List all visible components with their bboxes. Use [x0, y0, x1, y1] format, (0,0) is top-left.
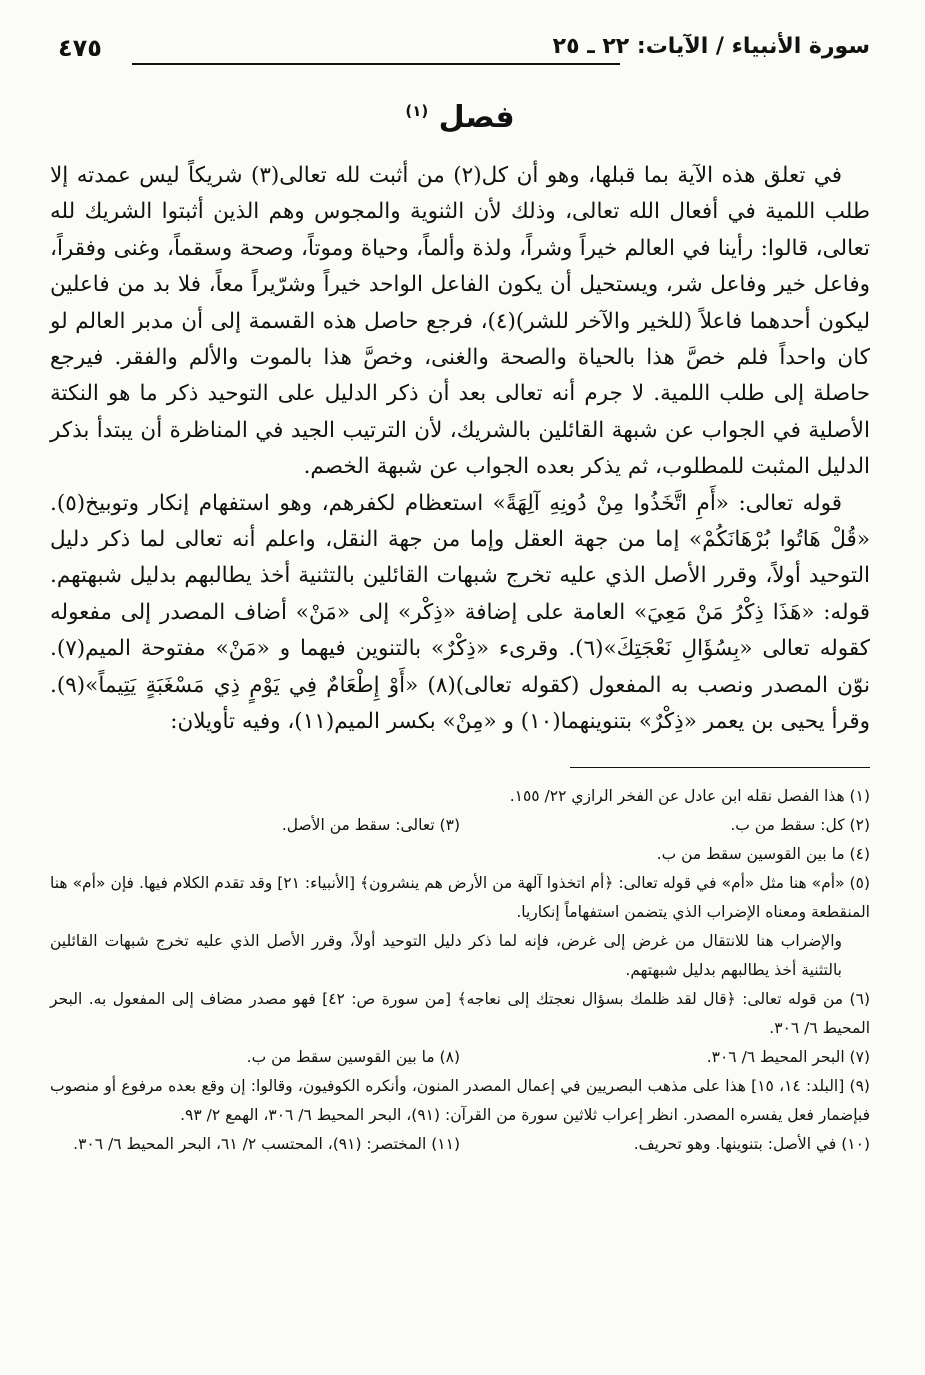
footnote-row [50, 811, 870, 840]
running-header [50, 30, 870, 74]
footnote: (٥) «أم» هنا مثل «أم» في قوله تعالى: ﴿أم اتخذوا آلهة من الأرض هم ينشرون﴾ [الأنبياء: ٢١] وقد تقدم الكلام فيها. فإن «أم» هنا المنقطعة ومعناه الإضراب الذي يتضمن استفهاماً إنكاريا. [50, 873, 870, 921]
footnote: (٨) ما بين القوسين سقط من ب. [246, 1047, 460, 1066]
footnote-continuation: والإضراب هنا للانتقال من غرض إلى غرض، فإنه لما ذكر دليل التوحيد أولاً، وقرر الأصل الذي عليه تخرج شبهات القائلين بالتثنية أخذ يطالبهم بدليل شبهتهم. [50, 931, 842, 979]
header-rule [132, 63, 620, 65]
footnotes [50, 782, 870, 1159]
footnote: (٦) من قوله تعالى: ﴿قال لقد ظلمك بسؤال نعجتك إلى نعاجه﴾ [من سورة ص: ٤٢] فهو مصدر مضاف إلى المفعول به. البحر المحيط ٦/ ٣٠٦. [50, 989, 870, 1037]
footnote-row [50, 1130, 870, 1159]
section-title [50, 100, 870, 150]
main-text [50, 158, 870, 741]
paragraph: في تعلق هذه الآية بما قبلها، وهو أن كل(٢) من أثبت لله تعالى(٣) شريكاً ليس عمدته إلا طلب اللمية في أفعال الله تعالى، وذلك لأن الثنوية والمجوس وهم الذين أثبتوا الشريك لله تعالى، قالوا: رأينا في العالم خيراً وشراً، ولذة وألماً، وحياة وموتاً، وصحة وسقماً، وغنى وفقراً، وفاعل خير وفاعل شر، ويستحيل أن يكون الفاعل الواحد خيراً وشرّيراً معاً، فلا بد من فاعلين ليكون أحدهما فاعلاً (للخير والآخر للشر)(٤)، فرجع حاصل هذه القسمة إلى أن مدبر العالم لو كان واحداً فلم خصَّ هذا بالحياة والصحة والغنى، وخصَّ هذا بالموت والألم والفقر. فيرجع حاصلة إلى طلب اللمية. لا جرم أنه تعالى بعد أن ذكر الدليل على التوحيد ذكر ما هو النكتة الأصلية في الجواب عن شبهة القائلين بالشريك، لأن الترتيب الجيد في المناظرة أن يبتدأ بذكر الدليل المثبت للمطلوب، ثم يذكر بعده الجواب عن شبهة الخصم. [50, 163, 870, 480]
footnote: (٣) تعالى: سقط من الأصل. [281, 815, 460, 834]
footnote-separator [570, 767, 870, 768]
section-title-footnote-ref: (١) [405, 102, 429, 120]
section-title-text: فصل [438, 100, 515, 135]
footnote: (٢) كل: سقط من ب. [730, 815, 870, 834]
running-title: سورة الأنبياء / الآيات: ٢٢ ـ ٢٥ [552, 34, 870, 59]
footnote: (١١) المختصر: (٩١)، المحتسب ٢/ ٦١، البحر المحيط ٦/ ٣٠٦. [73, 1134, 460, 1153]
footnote: (٧) البحر المحيط ٦/ ٣٠٦. [706, 1047, 870, 1066]
footnote: (٩) [البلد: ١٤، ١٥] هذا على مذهب البصريين في إعمال المصدر المنون، وأنكره الكوفيون، وقالوا: إن وقع بعده مرفوع أو منصوب فبإضمار فعل يفسره المصدر. انظر إعراب ثلاثين سورة من القرآن: (٩١)، البحر المحيط ٦/ ٣٠٦، الهمع ٢/ ٩٣. [50, 1076, 870, 1124]
page-number: ٤٧٥ [58, 34, 102, 62]
paragraph: قوله تعالى: «أَمِ اتَّخَذُوا مِنْ دُونِهِ آلِهَةً» استعظام لكفرهم، وهو استفهام إنكار وتوبيخ(٥). «قُلْ هَاتُوا بُرْهَانَكُمْ» إما من جهة العقل وإما من جهة النقل، واعلم أنه تعالى لما ذكر دليل التوحيد أولاً، وقرر الأصل الذي عليه تخرج شبهات القائلين بالتثنية أخذ يطالبهم بدليل شبهتهم. قوله: «هَذَا ذِكْرُ مَنْ مَعِيَ» العامة على إضافة «ذِكْر» إلى «مَنْ» أضاف المصدر إلى مفعوله كقوله تعالى «بِسُؤَالِ نَعْجَتِكَ»(٦). وقرىء «ذِكْرٌ» بالتنوين فيهما و «مَنْ» مفتوحة الميم(٧). نوّن المصدر ونصب به المفعول (كقوله تعالى)(٨) «أَوْ إِطْعَامٌ فِي يَوْمٍ ذِي مَسْغَبَةٍ يَتِيماً»(٩). وقرأ يحيى بن يعمر «ذِكْرٌ» بتنوينهما(١٠) و «مِنْ» بكسر الميم(١١)، وفيه تأويلان: [50, 490, 870, 735]
book-page [50, 30, 870, 1350]
footnote: (٤) ما بين القوسين سقط من ب. [656, 844, 870, 863]
footnote: (١) هذا الفصل نقله ابن عادل عن الفخر الرازي ٢٢/ ١٥٥. [509, 786, 870, 805]
footnote-row [50, 1043, 870, 1072]
footnote: (١٠) في الأصل: بتنوينها. وهو تحريف. [633, 1134, 870, 1153]
